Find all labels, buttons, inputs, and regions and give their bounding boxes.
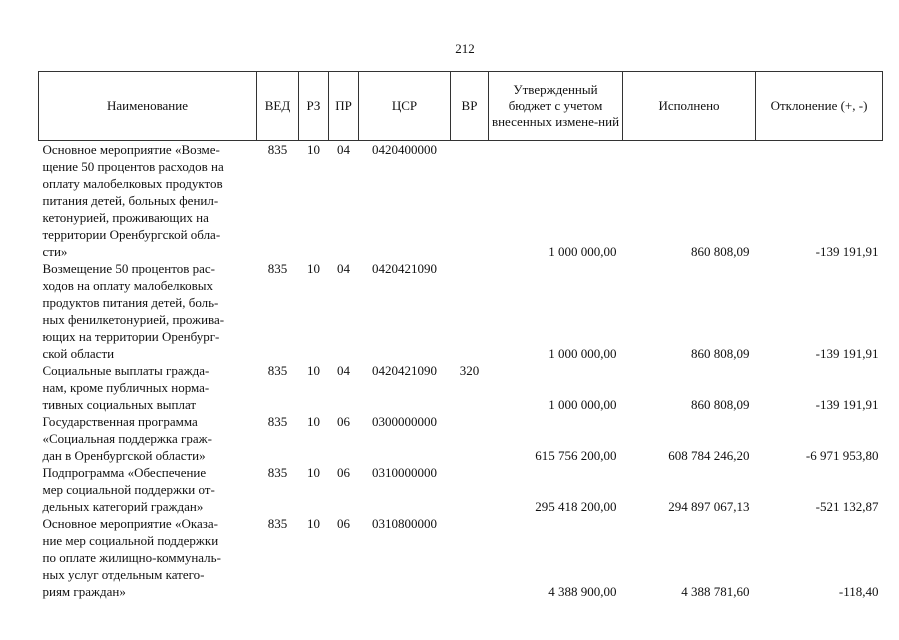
- row-rz: 10: [307, 142, 320, 157]
- row-name-line: дан в Оренбургской области»: [42, 448, 206, 463]
- row-csr: 0310000000: [372, 465, 437, 480]
- row-ved: 835: [267, 465, 288, 480]
- row-executed: 294 897 067,13: [668, 499, 750, 514]
- table-row: [39, 464, 883, 515]
- row-pr: 04: [337, 363, 350, 378]
- row-name: [39, 413, 257, 464]
- budget-table: [38, 71, 883, 600]
- row-name-line: кетонурией, проживающих на: [42, 210, 209, 225]
- row-executed: 860 808,09: [691, 397, 750, 412]
- table-row: [39, 362, 883, 413]
- row-executed: 860 808,09: [691, 244, 750, 259]
- row-name-line: щение 50 процентов расходов на: [42, 159, 224, 174]
- row-csr: 0420400000: [372, 142, 437, 157]
- row-name-line: ных фенилкетонурией, прожива-: [42, 312, 225, 327]
- row-name-line: оплату малобелковых продуктов: [42, 176, 223, 191]
- row-name: [39, 260, 257, 362]
- row-vr: [451, 141, 489, 261]
- row-rz: 10: [307, 516, 320, 531]
- row-name-line: риям граждан»: [42, 584, 126, 599]
- row-ved: 835: [267, 261, 288, 276]
- row-pr: 06: [337, 414, 350, 429]
- row-rz: 10: [307, 363, 320, 378]
- row-deviation: -6 971 953,80: [805, 448, 879, 463]
- page-number: 212: [455, 41, 475, 56]
- row-name-line: ных услуг отдельным катего-: [42, 567, 205, 582]
- row-name-line: «Социальная поддержка граж-: [42, 431, 212, 446]
- table-body: [39, 141, 883, 601]
- row-name-line: ской области: [42, 346, 115, 361]
- row-pr: 04: [337, 261, 350, 276]
- header-name: Наименование: [39, 72, 257, 141]
- header-row: [39, 72, 883, 141]
- row-approved: 1 000 000,00: [548, 244, 617, 259]
- row-executed: 860 808,09: [691, 346, 750, 361]
- row-csr: 0420421090: [372, 261, 437, 276]
- row-name-line: ющих на территории Оренбург-: [42, 329, 220, 344]
- row-approved: 615 756 200,00: [535, 448, 617, 463]
- row-name-line: Подпрограмма «Обеспечение: [42, 465, 207, 480]
- header-csr: ЦСР: [359, 72, 451, 141]
- row-executed: 608 784 246,20: [668, 448, 750, 463]
- table-row: [39, 141, 883, 261]
- row-approved: 1 000 000,00: [548, 346, 617, 361]
- row-csr: 0420421090: [372, 363, 437, 378]
- row-vr: [451, 413, 489, 464]
- row-rz: 10: [307, 465, 320, 480]
- row-deviation: -139 191,91: [815, 244, 879, 259]
- row-csr: 0310800000: [372, 516, 437, 531]
- row-name: [39, 141, 257, 261]
- row-name-line: нам, кроме публичных норма-: [42, 380, 210, 395]
- row-deviation: -118,40: [838, 584, 879, 599]
- table-row: [39, 260, 883, 362]
- row-name-line: Возмещение 50 процентов рас-: [42, 261, 215, 276]
- header-executed: Исполнено: [623, 72, 756, 141]
- row-name-line: продуктов питания детей, боль-: [42, 295, 219, 310]
- row-deviation: -139 191,91: [815, 397, 879, 412]
- row-pr: 06: [337, 516, 350, 531]
- row-pr: 06: [337, 465, 350, 480]
- row-name: [39, 464, 257, 515]
- row-vr: 320: [459, 363, 480, 378]
- header-ved: ВЕД: [257, 72, 299, 141]
- header-rz: РЗ: [299, 72, 329, 141]
- row-name-line: ние мер социальной поддержки: [42, 533, 219, 548]
- header-approved: Утвержденный бюджет с учетом внесенных измене-ний: [489, 72, 623, 141]
- row-rz: 10: [307, 261, 320, 276]
- row-name-line: Основное мероприятие «Возме-: [42, 142, 220, 157]
- row-name-line: питания детей, больных фенил-: [42, 193, 219, 208]
- row-rz: 10: [307, 414, 320, 429]
- header-vr: ВР: [451, 72, 489, 141]
- row-vr: [451, 515, 489, 600]
- row-ved: 835: [267, 142, 288, 157]
- row-name-line: мер социальной поддержки от-: [42, 482, 215, 497]
- row-deviation: -139 191,91: [815, 346, 879, 361]
- row-name-line: дельных категорий граждан»: [42, 499, 204, 514]
- row-approved: 1 000 000,00: [548, 397, 617, 412]
- row-deviation: -521 132,87: [815, 499, 879, 514]
- row-name-line: тивных социальных выплат: [42, 397, 197, 412]
- row-name: [39, 515, 257, 600]
- row-vr: [451, 260, 489, 362]
- header-deviation: Отклонение (+, -): [756, 72, 883, 141]
- row-vr: [451, 464, 489, 515]
- row-ved: 835: [267, 363, 288, 378]
- row-pr: 04: [337, 142, 350, 157]
- row-csr: 0300000000: [372, 414, 437, 429]
- row-name-line: Государственная программа: [42, 414, 198, 429]
- row-ved: 835: [267, 414, 288, 429]
- row-executed: 4 388 781,60: [681, 584, 750, 599]
- row-approved: 295 418 200,00: [535, 499, 617, 514]
- row-approved: 4 388 900,00: [548, 584, 617, 599]
- row-name-line: территории Оренбургской обла-: [42, 227, 221, 242]
- row-ved: 835: [267, 516, 288, 531]
- row-name-line: сти»: [42, 244, 68, 259]
- row-name-line: по оплате жилищно-коммуналь-: [42, 550, 221, 565]
- table-row: [39, 515, 883, 600]
- row-name-line: Основное мероприятие «Оказа-: [42, 516, 218, 531]
- header-pr: ПР: [329, 72, 359, 141]
- row-name-line: ходов на оплату малобелковых: [42, 278, 213, 293]
- table-row: [39, 413, 883, 464]
- row-name: [39, 362, 257, 413]
- row-name-line: Социальные выплаты гражда-: [42, 363, 210, 378]
